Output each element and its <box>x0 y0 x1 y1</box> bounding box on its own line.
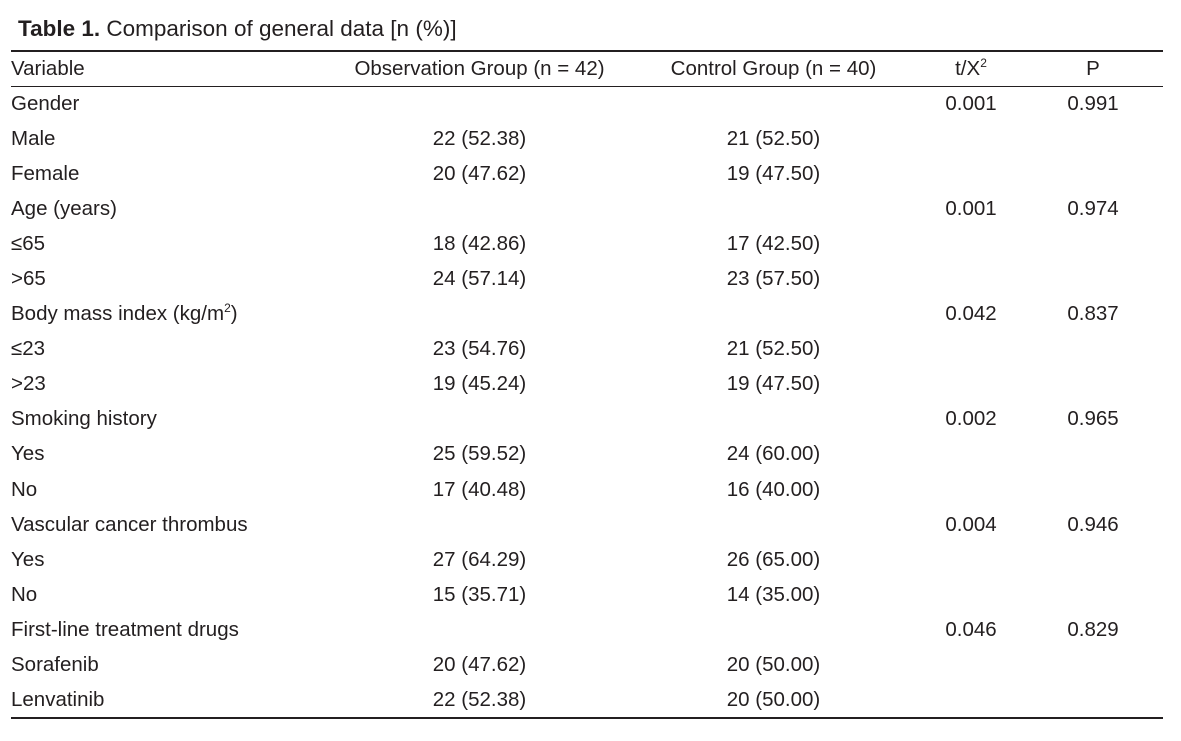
p-value: 0.946 <box>1067 512 1119 536</box>
control-group-value: 19 (47.50) <box>726 372 821 396</box>
statistic-value: 0.046 <box>945 617 997 641</box>
observation-group-value <box>331 507 628 542</box>
control-group-value <box>628 297 919 332</box>
statistic-value: 0.001 <box>945 91 997 115</box>
category-label: Smoking history <box>11 407 157 431</box>
table-row <box>11 437 1163 472</box>
subcategory-label: Yes <box>11 442 45 466</box>
control-group-value: 23 (57.50) <box>726 267 821 291</box>
header-row <box>11 52 1163 86</box>
table-row-category <box>11 86 1163 121</box>
p-value: 0.965 <box>1067 407 1119 431</box>
category-label-tail: ) <box>230 302 238 326</box>
table-row-category <box>11 297 1163 332</box>
observation-group-value: 18 (42.86) <box>432 231 527 255</box>
statistic-value <box>919 648 1023 683</box>
table-row <box>11 542 1163 577</box>
statistic-value <box>919 472 1023 507</box>
table-row-category <box>11 191 1163 226</box>
control-group-value: 20 (50.00) <box>726 688 821 712</box>
table-row <box>11 472 1163 507</box>
observation-group-value: 27 (64.29) <box>432 547 527 571</box>
table-row <box>11 226 1163 261</box>
table-row-category <box>11 612 1163 647</box>
statistic-value: 0.001 <box>945 196 997 220</box>
observation-group-value: 20 (47.62) <box>432 161 527 185</box>
control-group-value: 16 (40.00) <box>726 477 821 501</box>
p-value <box>1023 648 1163 683</box>
p-value <box>1023 121 1163 156</box>
observation-group-value <box>331 402 628 437</box>
category-label-superscript: 2 <box>224 301 231 316</box>
table-row <box>11 648 1163 683</box>
p-value: 0.991 <box>1067 91 1119 115</box>
control-group-value: 20 (50.00) <box>726 653 821 677</box>
p-value <box>1023 542 1163 577</box>
control-group-value <box>628 612 919 647</box>
control-group-value <box>628 507 919 542</box>
subcategory-label: ≤65 <box>11 231 46 255</box>
control-group-value: 24 (60.00) <box>726 442 821 466</box>
observation-group-value: 25 (59.52) <box>432 442 527 466</box>
statistic-value <box>919 683 1023 718</box>
observation-group-value: 22 (52.38) <box>432 126 527 150</box>
p-value <box>1023 156 1163 191</box>
subcategory-label: No <box>11 477 38 501</box>
p-value: 0.829 <box>1067 617 1119 641</box>
category-label-text: Body mass index (kg/m <box>11 302 225 326</box>
statistic-header <box>919 52 1023 86</box>
p-value-header: P <box>1086 57 1100 80</box>
table-row-category <box>11 402 1163 437</box>
subcategory-label: Lenvatinib <box>11 688 105 712</box>
subcategory-label: Male <box>11 126 56 150</box>
statistic-value <box>919 437 1023 472</box>
control-group-value: 21 (52.50) <box>726 126 821 150</box>
statistic-value <box>919 542 1023 577</box>
p-value <box>1023 472 1163 507</box>
statistic-header-base: t/X <box>955 57 981 80</box>
statistic-value: 0.002 <box>945 407 997 431</box>
subcategory-label: ≤23 <box>11 337 46 361</box>
control-group-value <box>628 86 919 121</box>
observation-group-value: 24 (57.14) <box>432 267 527 291</box>
table-body <box>11 86 1163 718</box>
observation-group-value: 19 (45.24) <box>432 372 527 396</box>
observation-group-value: 15 (35.71) <box>432 582 527 606</box>
control-group-value <box>628 191 919 226</box>
table-row <box>11 683 1163 718</box>
control-group-value: 14 (35.00) <box>726 582 821 606</box>
statistic-value <box>919 226 1023 261</box>
observation-group-value <box>331 297 628 332</box>
p-value <box>1023 683 1163 718</box>
p-value <box>1023 577 1163 612</box>
p-value <box>1023 226 1163 261</box>
table-row <box>11 121 1163 156</box>
table-row <box>11 577 1163 612</box>
subcategory-label: Yes <box>11 547 45 571</box>
category-label: First-line treatment drugs <box>11 617 239 641</box>
statistic-value <box>919 367 1023 402</box>
observation-group-value: 22 (52.38) <box>432 688 527 712</box>
table-label: Table 1. <box>18 16 101 41</box>
statistic-value <box>919 121 1023 156</box>
control-group-value: 26 (65.00) <box>726 547 821 571</box>
observation-group-header: Observation Group (n = 42) <box>354 57 605 80</box>
table-row <box>11 261 1163 296</box>
subcategory-label: No <box>11 582 38 606</box>
p-value <box>1023 437 1163 472</box>
observation-group-value <box>331 612 628 647</box>
statistic-value: 0.042 <box>945 302 997 326</box>
statistic-value <box>919 156 1023 191</box>
observation-group-value: 20 (47.62) <box>432 653 527 677</box>
variable-header: Variable <box>11 57 85 80</box>
table-caption <box>18 14 457 44</box>
table-row <box>11 156 1163 191</box>
control-group-value: 21 (52.50) <box>726 337 821 361</box>
general-data-table <box>11 52 1163 718</box>
observation-group-value: 17 (40.48) <box>432 477 527 501</box>
statistic-value <box>919 332 1023 367</box>
table-title: Comparison of general data [n (%)] <box>106 16 457 41</box>
subcategory-label: >23 <box>11 372 46 396</box>
category-label: Age (years) <box>11 196 117 220</box>
p-value <box>1023 367 1163 402</box>
statistic-value: 0.004 <box>945 512 997 536</box>
subcategory-label: Female <box>11 161 80 185</box>
control-group-value <box>628 402 919 437</box>
table-row <box>11 332 1163 367</box>
p-value: 0.974 <box>1067 196 1119 220</box>
statistic-header-superscript: 2 <box>980 56 987 71</box>
p-value <box>1023 332 1163 367</box>
subcategory-label: Sorafenib <box>11 653 99 677</box>
subcategory-label: >65 <box>11 267 46 291</box>
category-label: Gender <box>11 91 80 115</box>
observation-group-value <box>331 191 628 226</box>
table-row-category <box>11 507 1163 542</box>
observation-group-value <box>331 86 628 121</box>
control-group-header: Control Group (n = 40) <box>670 57 877 80</box>
category-label <box>11 297 331 332</box>
p-value: 0.837 <box>1067 302 1119 326</box>
statistic-value <box>919 577 1023 612</box>
category-label: Vascular cancer thrombus <box>11 512 248 536</box>
p-value <box>1023 261 1163 296</box>
observation-group-value: 23 (54.76) <box>432 337 527 361</box>
statistic-value <box>919 261 1023 296</box>
table-row <box>11 367 1163 402</box>
control-group-value: 17 (42.50) <box>726 231 821 255</box>
control-group-value: 19 (47.50) <box>726 161 821 185</box>
